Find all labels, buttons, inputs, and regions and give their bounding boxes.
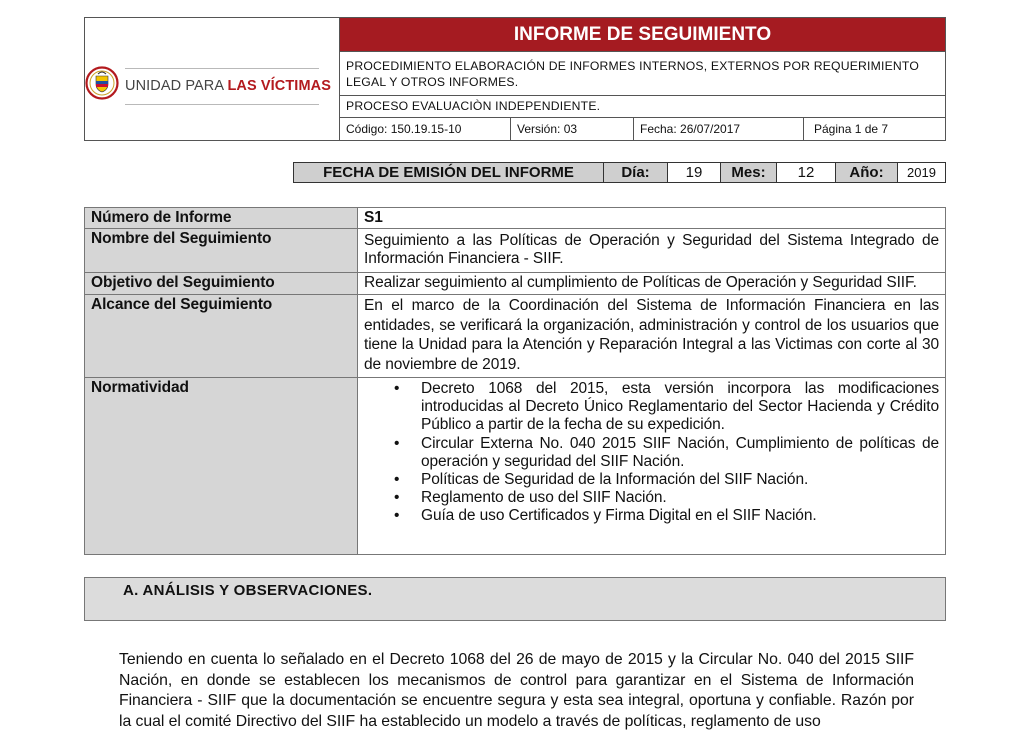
list-item: • Decreto 1068 del 2015, esta versión incorpora las modificaciones introducidas al Decreto Único Reglamentario del Sector Hacienda y Crédito Público a partir de la fecha de su expedición. [394, 380, 939, 434]
document-meta-row [340, 118, 945, 140]
document-title: INFORME DE SEGUIMIENTO [340, 18, 945, 52]
codigo-cell: Código: 150.19.15-10 [340, 118, 511, 140]
logo-divider-bottom [125, 104, 319, 105]
header-info [340, 18, 945, 140]
logo-wordmark: UNIDAD PARA LAS VÍCTIMAS [125, 78, 331, 94]
body-paragraph: Teniendo en cuenta lo señalado en el Decreto 1068 del 26 de mayo de 2015 y la Circular No. 040 del 2015 SIIF Nación, en donde se establecen los mecanismos de control para garantizar en el Sistema de Información Financiera - SIIF que la documentación se encuentre segura y esta sea integral, oportuna y confiable. Razón por la cual el comité Directivo del SIIF ha establecido un modelo a través de políticas, reglamento de uso [119, 651, 914, 730]
mes-label: Mes: [721, 163, 777, 182]
anio-label: Año: [836, 163, 898, 182]
dia-label: Día: [604, 163, 668, 182]
fecha-cell: Fecha: 26/07/2017 [634, 118, 804, 140]
procedimiento-text: PROCEDIMIENTO ELABORACIÓN DE INFORMES INTERNOS, EXTERNOS POR REQUERIMIENTO LEGAL Y OTROS INFORMES. [340, 52, 945, 96]
logo-divider-top [125, 68, 319, 69]
numero-label: Número de Informe [85, 208, 358, 228]
nombre-value: Seguimiento a las Políticas de Operación y Seguridad del Sistema Integrado de Información Financiera - SIIF. [364, 232, 939, 267]
list-item: • Políticas de Seguridad de la Información del SIIF Nación. [394, 471, 809, 489]
objetivo-label: Objetivo del Seguimiento [85, 273, 358, 294]
section-a-title: A. ANÁLISIS Y OBSERVACIONES. [123, 582, 373, 599]
row-numero [85, 208, 945, 229]
list-item: • Reglamento de uso del SIIF Nación. [394, 489, 667, 507]
numero-value: S1 [364, 209, 383, 226]
dia-value: 19 [668, 163, 721, 182]
row-normatividad [85, 378, 945, 554]
nombre-label: Nombre del Seguimiento [85, 229, 358, 272]
version-cell: Versión: 03 [511, 118, 634, 140]
logo-cell [85, 18, 340, 140]
fecha-emision-label: FECHA DE EMISIÓN DEL INFORME [294, 163, 604, 182]
proceso-text: PROCESO EVALUACIÒN INDEPENDIENTE. [340, 96, 945, 118]
normatividad-value [358, 378, 945, 554]
row-nombre [85, 229, 945, 273]
list-item: • Circular Externa No. 040 2015 SIIF Nación, Cumplimiento de políticas de operación y seguridad del SIIF Nación. [394, 434, 939, 470]
row-objetivo [85, 273, 945, 295]
fecha-emision-row [293, 162, 946, 183]
document-header-table [84, 17, 946, 141]
objetivo-value: Realizar seguimiento al cumplimiento de Políticas de Operación y Seguridad SIIF. [364, 274, 917, 291]
pagina-cell: Página 1 de 7 [814, 122, 889, 136]
report-info-table [84, 207, 946, 555]
section-a-heading [84, 577, 946, 621]
normatividad-label: Normatividad [85, 378, 358, 554]
anio-value: 2019 [907, 165, 936, 180]
coat-of-arms-icon [85, 66, 119, 100]
row-alcance [85, 295, 945, 378]
alcance-label: Alcance del Seguimiento [85, 295, 358, 377]
alcance-value: En el marco de la Coordinación del Sistema de Información Financiera en las entidades, se verificará la organización, administración y control de los usuarios que tiene la Unidad para la Atención y Reparación Integral a las Victimas con corte al 30 de noviembre de 2019. [364, 297, 939, 373]
normatividad-list [364, 380, 939, 526]
mes-value: 12 [777, 163, 836, 182]
list-item: • Guía de uso Certificados y Firma Digital en el SIIF Nación. [394, 507, 817, 525]
